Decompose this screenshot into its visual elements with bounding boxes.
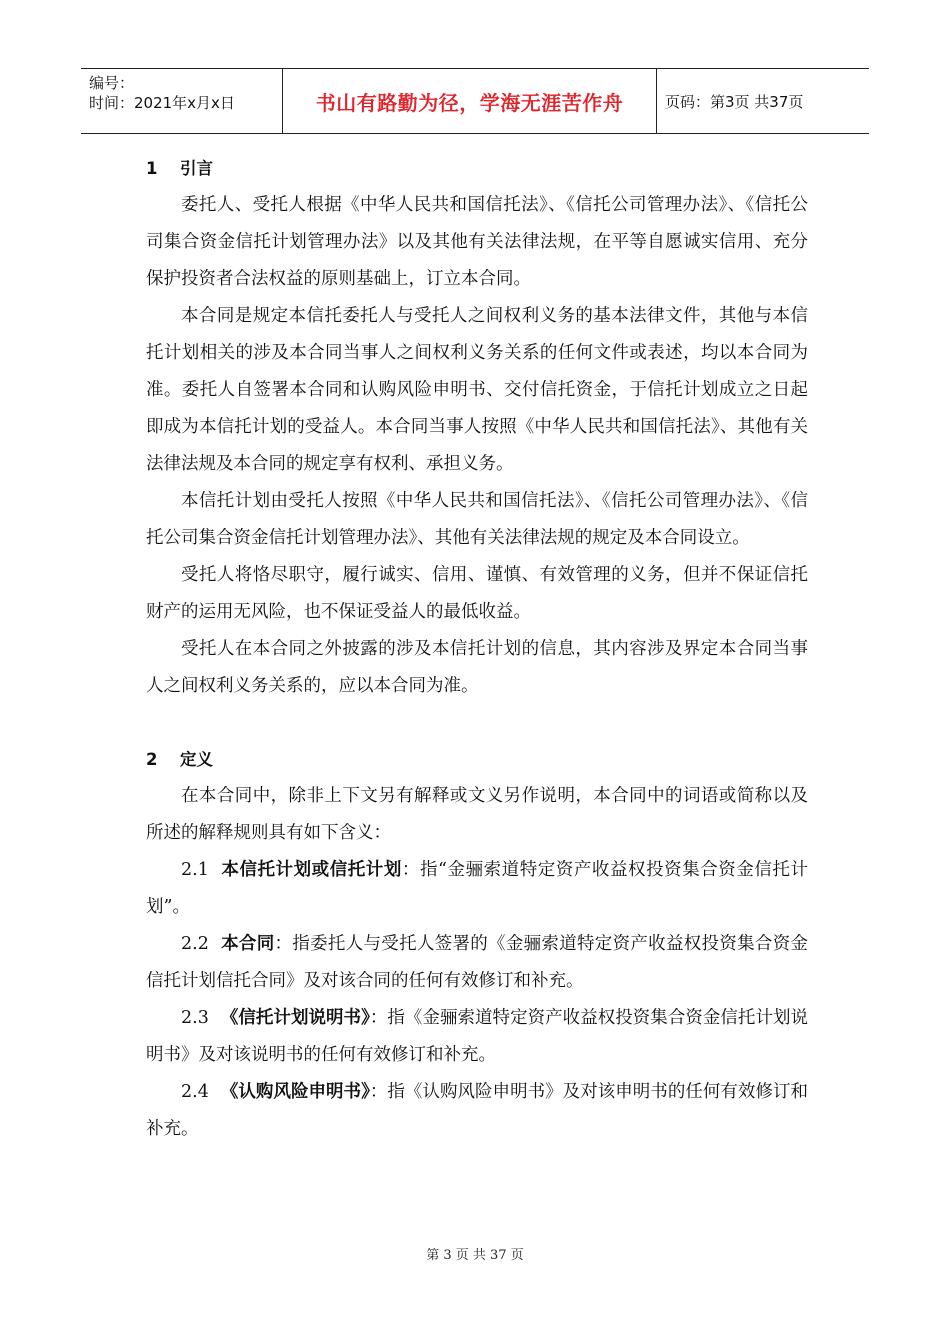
section-title: 引言 xyxy=(180,159,213,178)
paragraph: 受托人将恪尽职守，履行诚实、信用、谨慎、有效管理的义务，但并不保证信托财产的运用无风险，也不保证受益人的最低收益。 xyxy=(146,565,808,622)
paragraph: 委托人、受托人根据《中华人民共和国信托法》、《信托公司管理办法》、《信托公司集合资金信托计划管理办法》以及其他有关法律法规，在平等自愿诚实信用、充分保护投资者合法权益的原则基础上，订立本合同。 xyxy=(146,195,808,289)
definition-term: 本信托计划或信托计划 xyxy=(220,860,402,880)
header-slogan: 书山有路勤为径，学海无涯苦作舟 xyxy=(282,69,657,133)
section-number: 1 xyxy=(146,159,158,178)
definition-item xyxy=(146,852,808,926)
definition-term: 《信托计划说明书》 xyxy=(220,1008,370,1028)
section-title: 定义 xyxy=(180,750,213,769)
definition-item xyxy=(146,1074,808,1148)
document-number-label: 编号： xyxy=(89,74,135,92)
paragraph: 受托人在本合同之外披露的涉及本信托计划的信息，其内容涉及界定本合同当事人之间权利义务关系的，应以本合同为准。 xyxy=(146,639,808,696)
paragraph: 本信托计划由受托人按照《中华人民共和国信托法》、《信托公司管理办法》、《信托公司集合资金信托计划管理办法》、其他有关法律法规的规定及本合同设立。 xyxy=(146,491,808,548)
definition-number: 2.2 xyxy=(181,934,209,954)
definition-text: ：指《金骊索道特定资产收益权投资集合资金信托计划说明书》及对该说明书的任何有效修订和补充。 xyxy=(146,1008,809,1065)
definition-item xyxy=(146,926,808,1000)
paragraph: 本合同是规定本信托委托人与受托人之间权利义务的基本法律文件，其他与本信托计划相关的涉及本合同当事人之间权利义务关系的任何文件或表述，均以本合同为准。委托人自签署本合同和认购风险申明书、交付信托资金，于信托计划成立之日起即成为本信托计划的受益人。本合同当事人按照《中华人民共和国信托法》、其他有关法律法规及本合同的规定享有权利、承担义务。 xyxy=(146,306,808,474)
definition-text: ：指“金骊索道特定资产收益权投资集合资金信托计划”。 xyxy=(146,860,809,917)
header-meta xyxy=(81,69,282,133)
section-gap xyxy=(146,705,808,741)
section-heading xyxy=(146,741,808,778)
definition-number: 2.4 xyxy=(181,1082,209,1102)
definition-number: 2.1 xyxy=(181,860,209,880)
header-page-label: 页码：第3页 共37页 xyxy=(665,92,804,111)
definition-text: ：指委托人与受托人签署的《金骊索道特定资产收益权投资集合资金信托计划信托合同》及对该合同的任何有效修订和补充。 xyxy=(146,934,808,991)
page-footer: 第 3 页 共 37 页 xyxy=(426,1248,524,1263)
definition-term: 本合同 xyxy=(220,934,275,954)
document-header xyxy=(81,68,869,134)
document-body xyxy=(146,150,808,1148)
definition-term: 《认购风险申明书》 xyxy=(220,1082,370,1102)
section-intro: 在本合同中，除非上下文另有解释或文义另作说明，本合同中的词语或简称以及所述的解释规则具有如下含义： xyxy=(146,786,808,843)
section-number: 2 xyxy=(146,750,158,769)
definition-text: ：指《认购风险申明书》及对该申明书的任何有效修订和补充。 xyxy=(146,1082,809,1139)
definition-number: 2.3 xyxy=(181,1008,209,1028)
definition-item xyxy=(146,1000,808,1074)
section-heading xyxy=(146,150,808,187)
document-date-label: 时间：2021年x月x日 xyxy=(89,94,235,112)
